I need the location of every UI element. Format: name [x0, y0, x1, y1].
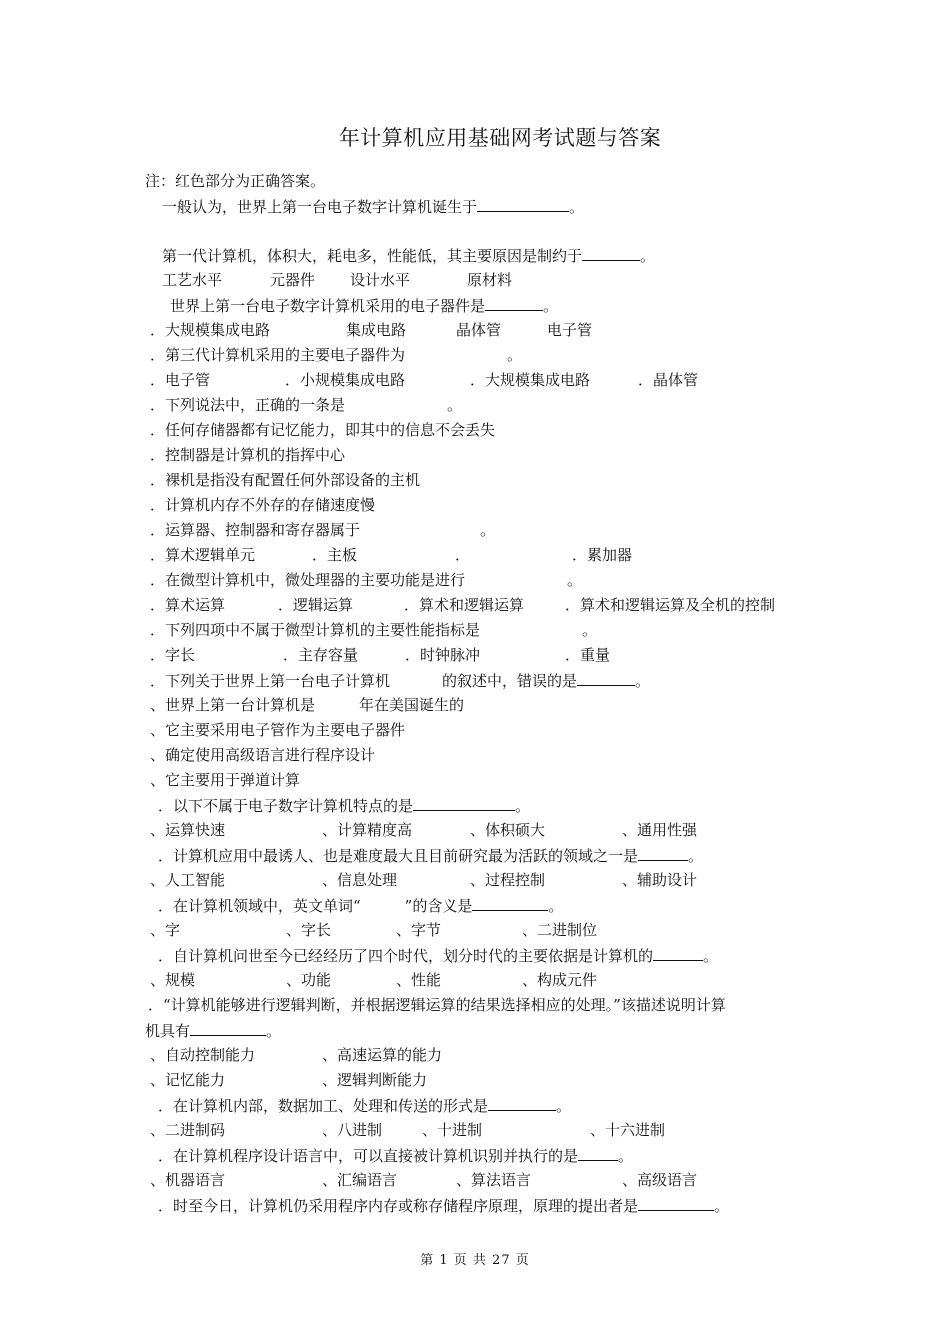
- answer-blank: [413, 795, 515, 811]
- option: 、功能: [286, 971, 332, 989]
- option: 、二进制码: [150, 1121, 226, 1139]
- question-end: 。: [548, 897, 564, 915]
- option: 、算法语言: [456, 1171, 532, 1189]
- option: 、运算快速: [150, 821, 226, 839]
- question-text: 一般认为，世界上第一台电子数字计算机诞生于: [162, 198, 478, 216]
- option: ．大规模集成电路: [150, 321, 271, 339]
- question-end: 。: [480, 521, 496, 539]
- option: 晶体管: [456, 321, 502, 339]
- option: ．电子管: [150, 371, 211, 389]
- question-end: 。: [515, 797, 531, 815]
- question-line: ．“计算机能够进行逻辑判断，并根据逻辑运算的结果选择相应的处理。”该描述说明计算: [148, 996, 726, 1014]
- question-end: 。: [635, 672, 651, 690]
- question-text: ．运算器、控制器和寄存器属于: [150, 521, 361, 539]
- question-line: [150, 620, 597, 640]
- option: 、十进制: [422, 1121, 483, 1139]
- option-line: [150, 695, 464, 715]
- option: ．小规模集成电路: [285, 371, 406, 389]
- question-text: ．自计算机问世至今已经经历了四个时代，划分时代的主要依据是计算机的: [158, 947, 654, 965]
- option: ．晶体管: [638, 371, 699, 389]
- answer-blank: [190, 1020, 266, 1036]
- option: 、汇编语言: [322, 1171, 398, 1189]
- option: 、机器语言: [150, 1171, 226, 1189]
- question-text: ．下列关于世界上第一台电子计算机: [150, 672, 391, 690]
- option: 设计水平: [350, 271, 411, 289]
- option: 、构成元件: [522, 971, 598, 989]
- option: 集成电路: [346, 321, 407, 339]
- question-line: [162, 245, 655, 266]
- answer-blank: [485, 295, 543, 311]
- option: ．算术运算: [150, 596, 226, 614]
- option: 、字: [150, 921, 181, 939]
- option: 、逻辑判断能力: [322, 1071, 428, 1089]
- question-end: 。: [447, 396, 463, 414]
- question-text: 世界上第一台电子数字计算机采用的电子器件是: [170, 297, 486, 315]
- question-text: ．下列四项中不属于微型计算机的主要性能指标是: [150, 621, 481, 639]
- question-end: 。: [543, 297, 559, 315]
- question-text: ．计算机应用中最诱人、也是难度最大且目前研究最为活跃的领域之一是: [158, 847, 639, 865]
- option: ．主存容量: [283, 646, 359, 664]
- question-line: [170, 295, 558, 316]
- question-line: [158, 895, 563, 916]
- question-line: [150, 570, 582, 590]
- question-line: [150, 670, 650, 691]
- option: 、二进制位: [522, 921, 598, 939]
- option: 、高级语言: [622, 1171, 698, 1189]
- question-text: ．在计算机程序设计语言中，可以直接被计算机识别并执行的是: [158, 1147, 579, 1165]
- answer-blank: [472, 895, 548, 911]
- question-text: 机具有: [145, 1022, 191, 1040]
- option: 元器件: [270, 271, 316, 289]
- question-end: 。: [703, 947, 719, 965]
- answer-blank: [488, 1095, 556, 1111]
- option-line: 、确定使用高级语言进行程序设计: [150, 746, 376, 764]
- option-line: ．裸机是指没有配置任何外部设备的主机: [150, 471, 421, 489]
- question-end: 。: [567, 571, 583, 589]
- question-text: ．在计算机内部，数据加工、处理和传送的形式是: [158, 1097, 489, 1115]
- option: ．算术和逻辑运算及全机的控制: [565, 596, 776, 614]
- question-line: [150, 345, 522, 365]
- option: 、字节: [396, 921, 442, 939]
- option: ．主板: [312, 546, 358, 564]
- answer-blank: [578, 1145, 618, 1161]
- option: ．算术和逻辑运算: [404, 596, 525, 614]
- question-text: ．第三代计算机采用的主要电子器件为: [150, 346, 406, 364]
- answer-blank: [577, 670, 635, 686]
- option: 、过程控制: [470, 871, 546, 889]
- question-text: 第一代计算机，体积大，耗电多，性能低，其主要原因是制约于: [162, 247, 583, 265]
- option: ．: [455, 546, 471, 564]
- option: ．重量: [565, 646, 611, 664]
- page-footer: 第 1 页 共 27 页: [420, 1253, 530, 1268]
- option: 、信息处理: [322, 871, 398, 889]
- question-line: [150, 520, 495, 540]
- question-end: 。: [266, 1022, 282, 1040]
- option: ．大规模集成电路: [470, 371, 591, 389]
- question-line: [150, 395, 462, 415]
- option: ．累加器: [572, 546, 633, 564]
- option: 工艺水平: [162, 271, 223, 289]
- answer-blank: [477, 196, 569, 212]
- question-end: 。: [582, 621, 598, 639]
- question-text-cont: ”的含义是: [404, 897, 473, 915]
- option: 、计算精度高: [322, 821, 413, 839]
- note-line: 注：红色部分为正确答案。: [145, 172, 326, 190]
- question-line: [158, 1145, 633, 1166]
- question-line: [158, 945, 718, 966]
- question-line-cont: [145, 1020, 281, 1041]
- question-end: 。: [618, 1147, 634, 1165]
- option: 、记忆能力: [150, 1071, 226, 1089]
- question-text: ．以下不属于电子数字计算机特点的是: [158, 797, 414, 815]
- answer-blank: [653, 945, 703, 961]
- option-line: 、它主要采用电子管作为主要电子器件: [150, 721, 406, 739]
- question-text: ．在微型计算机中，微处理器的主要功能是进行: [150, 571, 466, 589]
- question-text: ．时至今日，计算机仍采用程序内存或称存储程序原理，原理的提出者是: [158, 1197, 639, 1215]
- question-line: [158, 845, 703, 866]
- option: 电子管: [547, 321, 593, 339]
- question-text: ．下列说法中，正确的一条是: [150, 396, 346, 414]
- question-end: 。: [640, 247, 656, 265]
- question-end: 。: [507, 346, 523, 364]
- option: 、字长: [286, 921, 332, 939]
- option: 、十六进制: [590, 1121, 666, 1139]
- option: 、高速运算的能力: [322, 1046, 443, 1064]
- option: 、自动控制能力: [150, 1046, 256, 1064]
- question-line: [158, 795, 530, 816]
- question-text-cont: 的叙述中，错误的是: [442, 672, 578, 690]
- question-line: [158, 1095, 571, 1116]
- option: 、性能: [396, 971, 442, 989]
- option-line: ．计算机内存不外存的存储速度慢: [150, 496, 376, 514]
- option: 、人工智能: [150, 871, 226, 889]
- option: ．时钟脉冲: [405, 646, 481, 664]
- option-text-cont: 年在美国诞生的: [359, 696, 465, 714]
- option: 、辅助设计: [622, 871, 698, 889]
- option: ．字长: [150, 646, 196, 664]
- option: ．算术逻辑单元: [150, 546, 256, 564]
- option-line: ．任何存储器都有记忆能力，即其中的信息不会丢失: [150, 421, 496, 439]
- answer-blank: [638, 1195, 714, 1211]
- option: 原材料: [467, 271, 513, 289]
- option: 、八进制: [322, 1121, 383, 1139]
- option-text: 、世界上第一台计算机是: [150, 696, 316, 714]
- option-line: 、它主要用于弹道计算: [150, 771, 301, 789]
- option: 、规模: [150, 971, 196, 989]
- document-title: 年计算机应用基础网考试题与答案: [338, 126, 662, 150]
- question-end: 。: [714, 1197, 730, 1215]
- question-end: 。: [688, 847, 704, 865]
- option: 、通用性强: [622, 821, 698, 839]
- option: ．逻辑运算: [278, 596, 354, 614]
- answer-blank: [582, 245, 640, 261]
- option-line: ．控制器是计算机的指挥中心: [150, 446, 346, 464]
- question-line: [162, 196, 584, 217]
- question-end: 。: [569, 198, 585, 216]
- answer-blank: [638, 845, 688, 861]
- question-line: [158, 1195, 729, 1216]
- option: 、体积硕大: [470, 821, 546, 839]
- question-text: ．在计算机领域中，英文单词“: [158, 897, 361, 915]
- question-end: 。: [556, 1097, 572, 1115]
